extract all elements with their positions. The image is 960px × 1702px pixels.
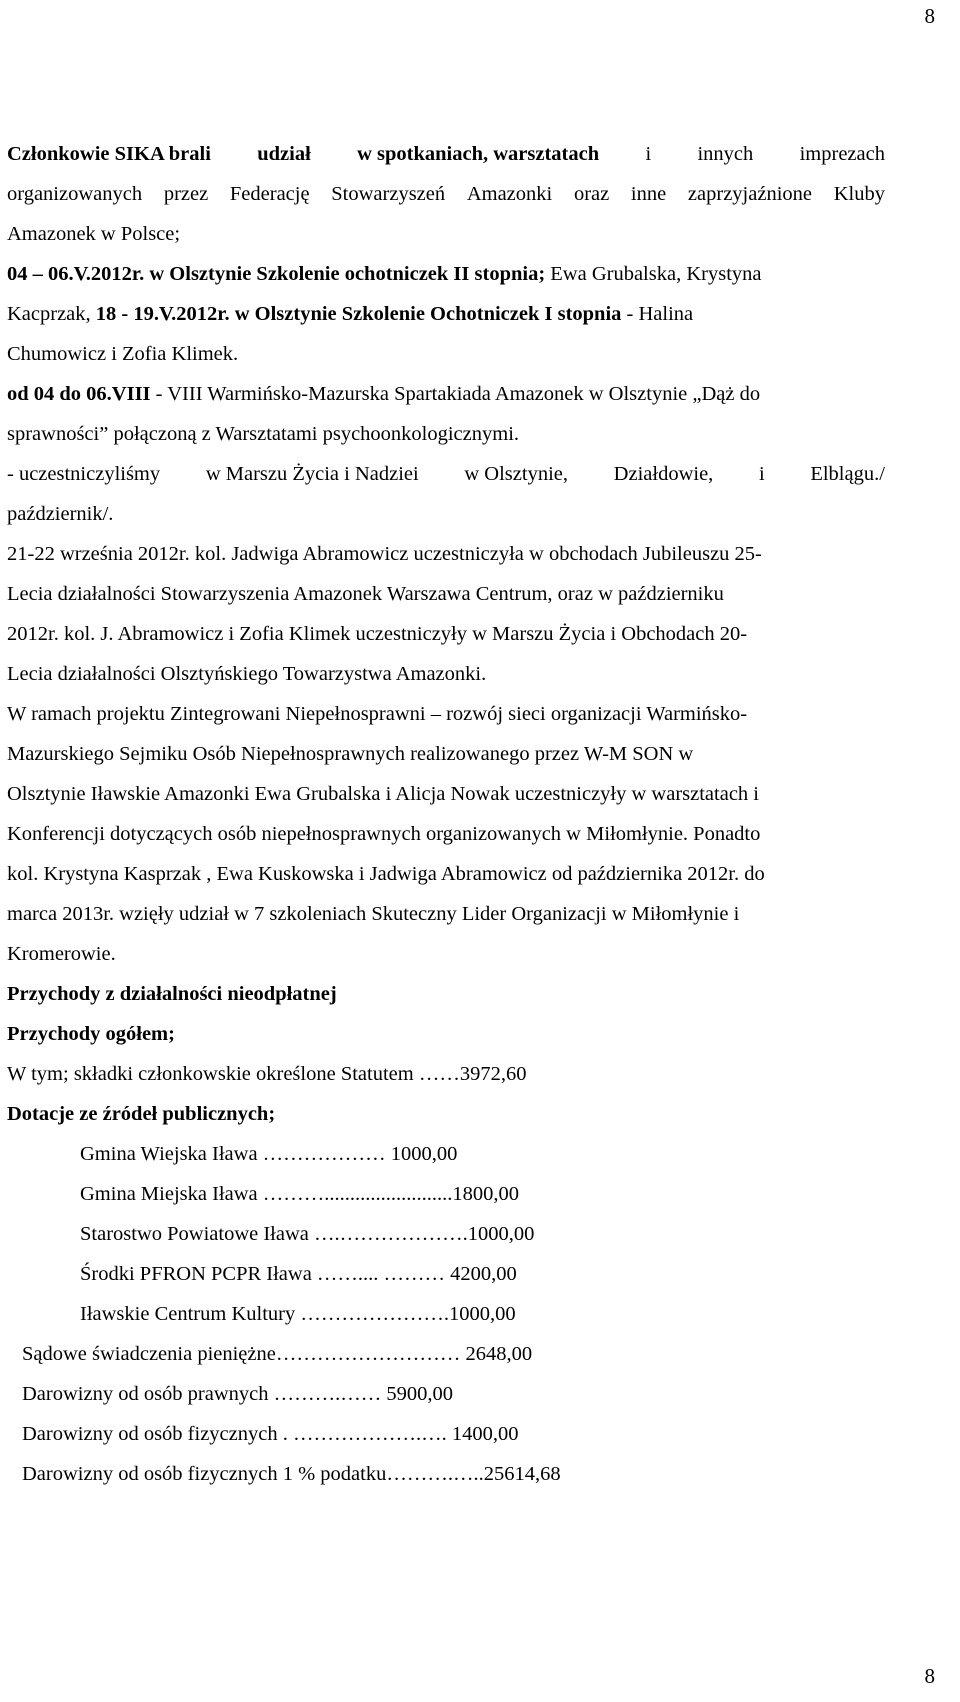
income-item: Darowizny od osób fizycznych 1 % podatku……….…..25614,68 [22,1463,561,1485]
text-segment: - VIII Warmińsko-Mazurska Spartakiada Amazonek w Olsztynie „Dąż do [150,383,761,405]
text-segment: zaprzyjaźnione [687,183,812,205]
income-item: Darowizny od osób prawnych ……….…… 5900,00 [22,1383,454,1405]
skladki-line: W tym; składki członkowskie określone Statutem ……3972,60 [7,1063,527,1085]
bold-text: od 04 do 06.VIII [7,383,151,405]
text-segment: Kluby [833,183,885,205]
paragraph-4-line-2: październik/. [7,503,114,525]
text-segment: Ewa Grubalska, Krystyna [545,263,762,285]
paragraph-1-line-1 [7,144,885,165]
paragraph-5-line-4: Lecia działalności Olsztyńskiego Towarzystwa Amazonki. [7,663,487,685]
text-segment: Członkowie SIKA brali [7,143,211,165]
text-segment: i [645,143,652,165]
text-segment: Działdowie, [613,463,714,485]
dotacje-item: Gmina Wiejska Iława ……………… 1000,00 [80,1143,458,1165]
paragraph-6-line-7: Kromerowie. [7,943,116,965]
paragraph-2-line-1 [7,264,762,285]
paragraph-5-line-1: 21-22 września 2012r. kol. Jadwiga Abramowicz uczestniczyła w obchodach Jubileuszu 25- [7,543,762,565]
text-segment: Elblągu./ [810,463,885,485]
paragraph-3-line-1 [7,384,760,405]
paragraph-3-line-2: sprawności” połączoną z Warsztatami psychoonkologicznymi. [7,423,520,445]
text-segment: Stowarzyszeń [331,183,446,205]
text-segment: inne [630,183,667,205]
paragraph-6-line-2: Mazurskiego Sejmiku Osób Niepełnosprawnych realizowanego przez W-M SON w [7,743,694,765]
text-segment: w Olsztynie, [464,463,568,485]
text-segment: udział [257,143,311,165]
paragraph-5-line-3: 2012r. kol. J. Abramowicz i Zofia Klimek uczestniczyły w Marszu Życia i Obchodach 20- [7,623,748,645]
text-segment: i [758,463,765,485]
paragraph-1-line-3: Amazonek w Polsce; [7,223,181,245]
paragraph-6-line-1: W ramach projektu Zintegrowani Niepełnosprawni – rozwój sieci organizacji Warmińsko- [7,703,748,725]
heading-przychody-nieodplatne: Przychody z działalności nieodpłatnej [7,983,337,1005]
page-number-top: 8 [924,4,935,28]
text-segment: Amazonki [466,183,553,205]
page-number-bottom: 8 [924,1664,935,1688]
bold-text: 18 - 19.V.2012r. w Olsztynie Szkolenie Ochotniczek I stopnia [95,303,622,325]
text-segment: w spotkaniach, warsztatach [357,143,600,165]
bold-text: 04 – 06.V.2012r. w Olsztynie Szkolenie ochotniczek II stopnia; [7,263,546,285]
paragraph-1-line-2 [7,184,885,205]
heading-dotacje: Dotacje ze źródeł publicznych; [7,1103,276,1125]
paragraph-6-line-3: Olsztynie Iławskie Amazonki Ewa Grubalska i Alicja Nowak uczestniczyły w warsztatach i [7,783,759,805]
paragraph-2-line-2 [7,304,693,325]
text-segment: innych [697,143,754,165]
income-item: Darowizny od osób fizycznych . ……………….…. 1400,00 [22,1423,519,1445]
text-segment: organizowanych [7,183,143,205]
income-item: Sądowe świadczenia pieniężne……………………… 2648,00 [22,1343,533,1365]
paragraph-2-line-3: Chumowicz i Zofia Klimek. [7,343,239,365]
dotacje-item: Środki PFRON PCPR Iława …….... ……… 4200,00 [80,1263,517,1285]
dotacje-item: Iławskie Centrum Kultury ………………….1000,00 [80,1303,516,1325]
text-segment: Kacprzak, [7,303,96,325]
text-segment: oraz [573,183,610,205]
paragraph-5-line-2: Lecia działalności Stowarzyszenia Amazonek Warszawa Centrum, oraz w październiku [7,583,724,605]
text-segment: Federację [229,183,310,205]
paragraph-4-line-1 [7,464,885,485]
paragraph-6-line-6: marca 2013r. wzięły udział w 7 szkoleniach Skuteczny Lider Organizacji w Miłomłynie i [7,903,740,925]
text-segment: w Marszu Życia i Nadziei [205,463,419,485]
text-segment: imprezach [799,143,885,165]
text-segment: przez [163,183,209,205]
paragraph-6-line-4: Konferencji dotyczących osób niepełnosprawnych organizowanych w Miłomłynie. Ponadto [7,823,761,845]
text-segment: - Halina [621,303,694,325]
paragraph-6-line-5: kol. Krystyna Kasprzak , Ewa Kuskowska i Jadwiga Abramowicz od października 2012r. do [7,863,765,885]
heading-przychody-ogolem: Przychody ogółem; [7,1023,175,1045]
text-segment: - uczestniczyliśmy [7,463,161,485]
dotacje-item: Starostwo Powiatowe Iława ….……………….1000,00 [80,1223,535,1245]
dotacje-item: Gmina Miejska Iława ……….........................1800,00 [80,1183,519,1205]
